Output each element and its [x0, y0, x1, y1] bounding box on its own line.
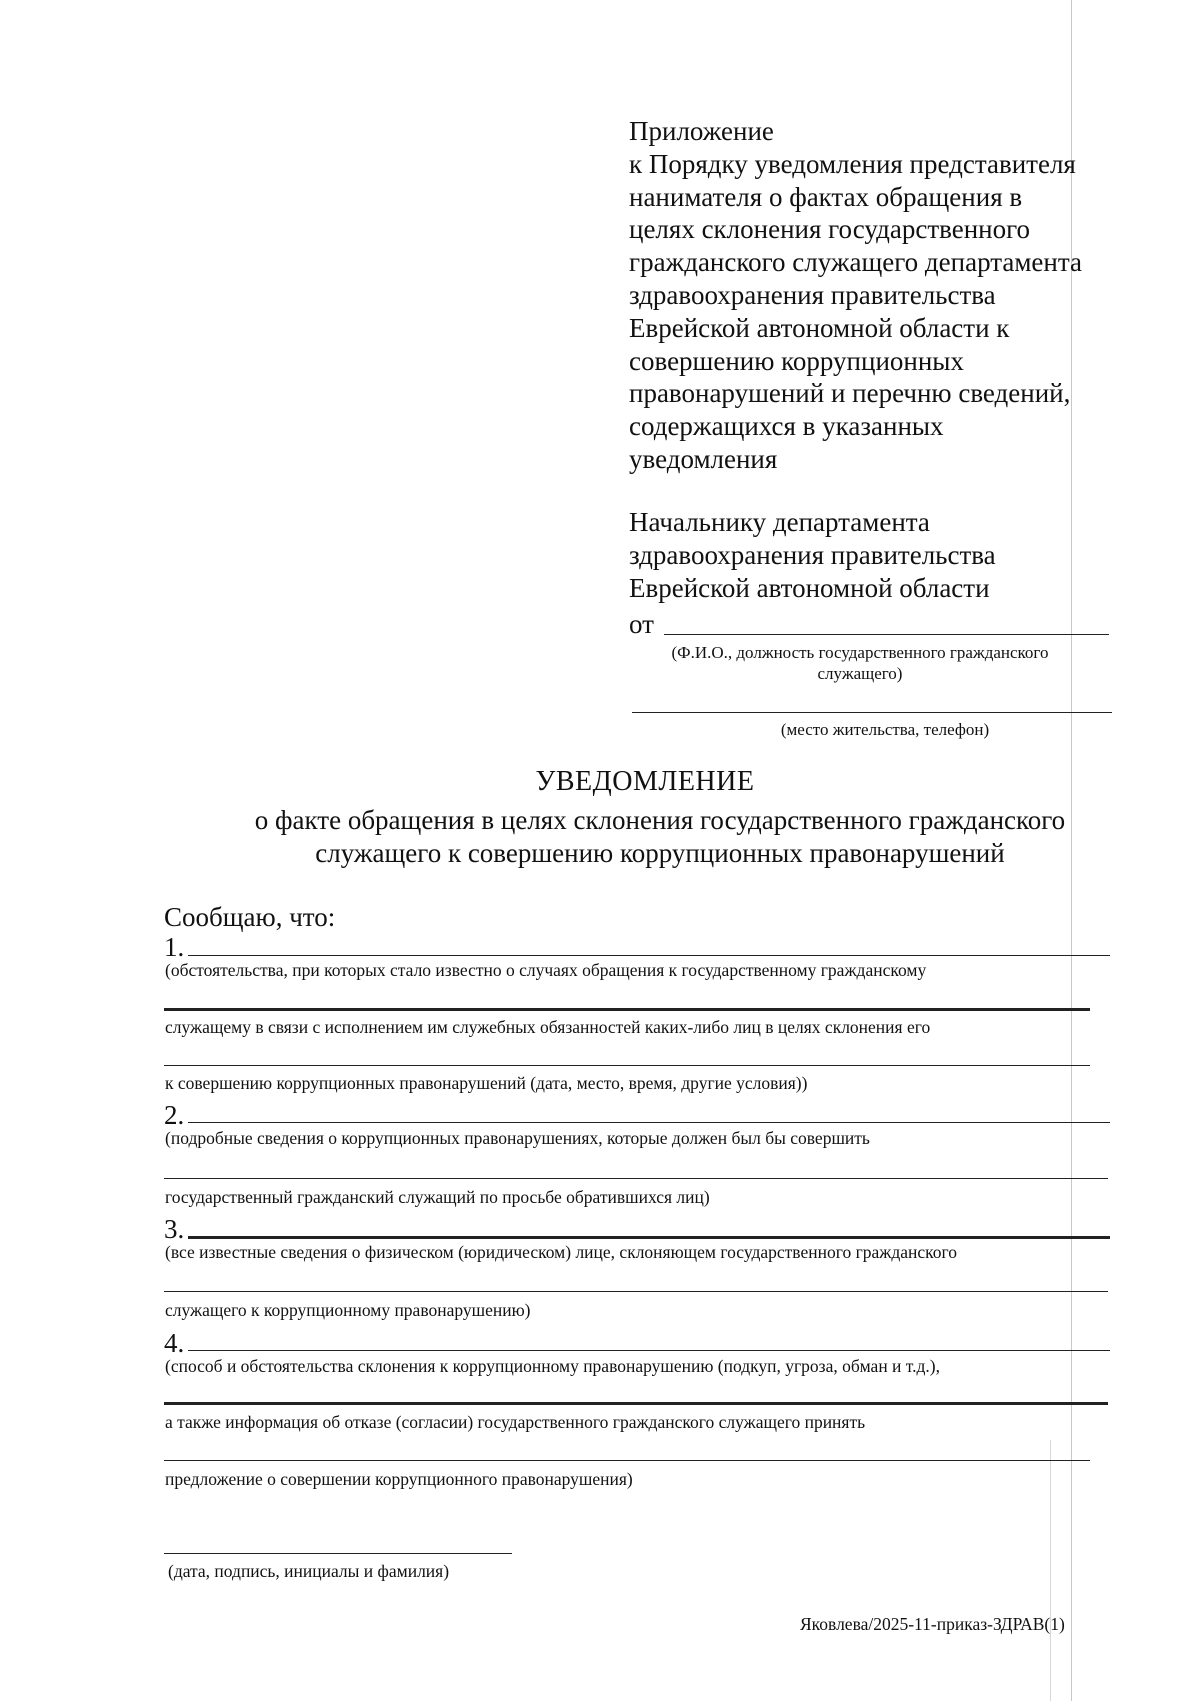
item-blank-line	[164, 1065, 1090, 1066]
item-caption: (способ и обстоятельства склонения к коррупционному правонарушению (подкуп, угроза, обман и т.д.),	[165, 1356, 940, 1376]
appendix-line: Еврейской автономной области к	[629, 312, 1010, 343]
from-blank-line	[664, 634, 1109, 635]
signature-caption: (дата, подпись, инициалы и фамилия)	[168, 1561, 450, 1581]
footer-document-code: Яковлева/2025-11-приказ-ЗДРАВ(1)	[800, 1614, 1065, 1634]
appendix-line: правонарушений и перечню сведений,	[629, 378, 1071, 409]
item-blank-line	[188, 1236, 1110, 1239]
from-caption	[610, 642, 1110, 684]
addressee-line: Еврейской автономной области	[629, 573, 990, 603]
subtitle-line: о факте обращения в целях склонения государственного гражданского	[254, 805, 1066, 835]
item-number: 4.	[164, 1328, 185, 1358]
from-caption-line: (Ф.И.О., должность государственного гражданского	[671, 643, 1049, 662]
appendix-line: гражданского служащего департамента	[629, 247, 1082, 278]
appendix-line: совершению коррупционных	[629, 345, 964, 376]
appendix-line: здравоохранения правительства	[629, 279, 996, 310]
item-blank-line	[188, 955, 1110, 956]
subtitle-line: служащего к совершению коррупционных правонарушений	[315, 838, 1005, 868]
item-number: 3.	[164, 1214, 185, 1244]
from-field	[629, 609, 1109, 643]
item-caption: государственный гражданский служащий по просьбе обратившихся лиц)	[165, 1187, 710, 1207]
addressee-line: Начальнику департамента	[629, 507, 930, 537]
item-blank-line	[164, 1402, 1108, 1405]
item-blank-line	[164, 1008, 1090, 1011]
appendix-block	[629, 115, 1149, 476]
item-caption: а также информация об отказе (согласии) государственного гражданского служащего принять	[165, 1412, 866, 1432]
document-subtitle	[195, 804, 1125, 870]
residence-blank-line	[632, 712, 1112, 713]
appendix-line: целях склонения государственного	[629, 214, 1031, 245]
item-caption: к совершению коррупционных правонарушений (дата, место, время, другие условия))	[165, 1073, 808, 1093]
item-caption: (подробные сведения о коррупционных правонарушениях, которые должен был бы совершить	[165, 1128, 870, 1148]
item-blank-line	[188, 1122, 1110, 1123]
appendix-line: нанимателя о фактах обращения в	[629, 181, 1023, 212]
appendix-line: Приложение	[629, 116, 774, 146]
report-label: Сообщаю, что:	[164, 902, 336, 932]
document-title: УВЕДОМЛЕНИЕ	[535, 766, 755, 797]
item-caption: служащего к коррупционному правонарушению)	[165, 1300, 531, 1320]
item-caption: служащему в связи с исполнением им служебных обязанностей каких-либо лиц в целях склонения его	[165, 1017, 931, 1037]
from-caption-line: служащего)	[817, 664, 903, 683]
residence-caption: (место жительства, телефон)	[780, 720, 990, 739]
appendix-line: уведомления	[629, 443, 778, 474]
item-caption: предложение о совершении коррупционного правонарушения)	[165, 1469, 633, 1489]
item-number: 1.	[164, 932, 185, 962]
item-caption: (все известные сведения о физическом (юридическом) лице, склоняющем государственного гражданского	[165, 1242, 958, 1262]
signature-blank-line	[164, 1553, 512, 1554]
from-label: от	[629, 609, 654, 639]
addressee-block	[629, 506, 1149, 605]
scan-artifact-line-lower	[1050, 1440, 1051, 1701]
item-caption: (обстоятельства, при которых стало известно о случаях обращения к государственному гражданскому	[165, 960, 927, 980]
item-blank-line	[164, 1460, 1090, 1461]
item-number: 2.	[164, 1100, 185, 1130]
appendix-line: содержащихся в указанных	[629, 411, 944, 442]
addressee-line: здравоохранения правительства	[629, 540, 996, 570]
item-blank-line	[164, 1178, 1108, 1179]
appendix-line: к Порядку уведомления представителя	[629, 148, 1076, 179]
item-blank-line	[188, 1350, 1110, 1351]
item-blank-line	[164, 1291, 1108, 1292]
